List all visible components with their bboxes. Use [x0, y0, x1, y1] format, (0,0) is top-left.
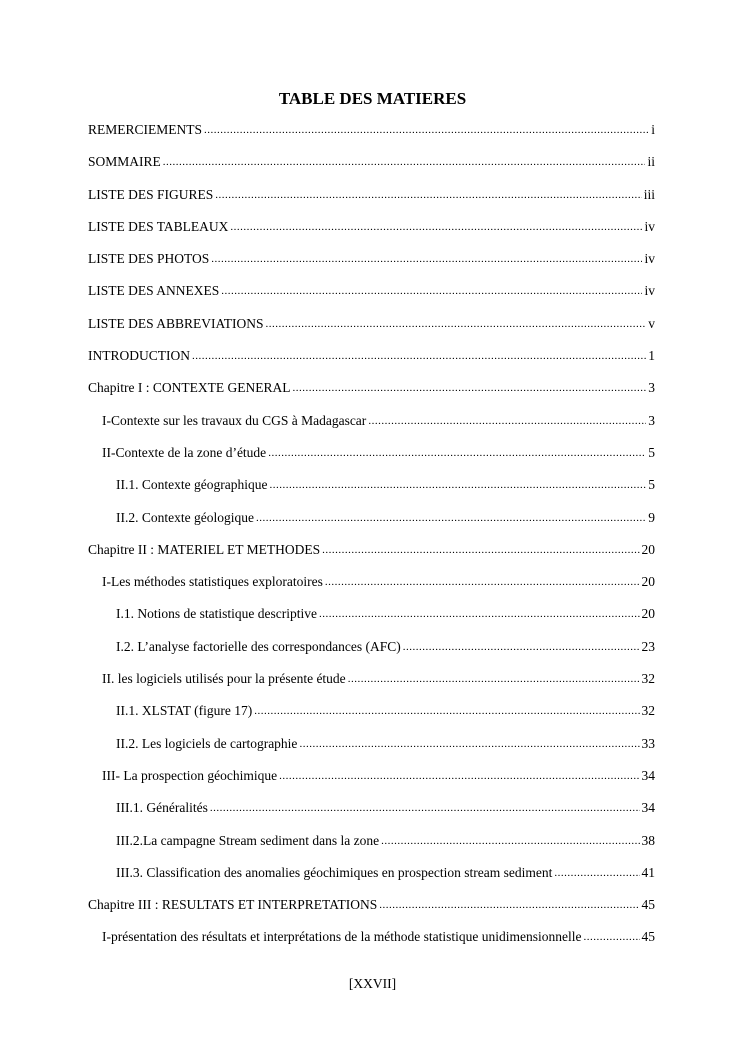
dot-leader	[279, 766, 639, 786]
toc-entry-page-number: 32	[641, 703, 655, 719]
table-of-contents	[88, 120, 655, 960]
toc-entry-label: I-Contexte sur les travaux du CGS à Madagascar	[102, 412, 367, 428]
toc-entry-label: I-présentation des résultats et interprétations de la méthode statistique unidimensionnelle	[102, 929, 582, 945]
toc-entry-page-number: iv	[644, 251, 655, 267]
toc-entry-label: Chapitre I : CONTEXTE GENERAL	[88, 380, 291, 396]
toc-entry[interactable]	[88, 508, 655, 540]
toc-entry[interactable]	[88, 798, 655, 830]
toc-entry-page-number: i	[651, 122, 655, 137]
toc-entry-label: II.2. Les logiciels de cartographie	[116, 735, 298, 751]
toc-entry[interactable]	[88, 831, 655, 863]
toc-entry-label: Chapitre II : MATERIEL ET METHODES	[88, 541, 321, 557]
dot-leader	[348, 669, 640, 689]
toc-entry[interactable]	[88, 895, 655, 927]
dot-leader	[403, 637, 640, 657]
toc-entry[interactable]	[88, 120, 655, 152]
dot-leader	[554, 863, 639, 883]
dot-leader	[254, 701, 639, 721]
dot-leader	[204, 120, 649, 140]
toc-entry-label: LISTE DES FIGURES	[88, 186, 214, 202]
toc-entry-page-number: 5	[648, 444, 655, 460]
dot-leader	[292, 378, 646, 398]
toc-entry-page-number: iii	[643, 186, 655, 202]
toc-entry[interactable]	[88, 346, 655, 378]
toc-entry-label: II.1. Contexte géographique	[116, 477, 268, 493]
toc-entry-label: III.3. Classification des anomalies géochimiques en prospection stream sediment	[116, 864, 553, 880]
toc-entry-label: I-Les méthodes statistiques exploratoires	[102, 574, 323, 590]
toc-entry-label: III- La prospection géochimique	[102, 767, 278, 783]
toc-entry-label: II.1. XLSTAT (figure 17)	[116, 703, 253, 719]
dot-leader	[368, 411, 646, 431]
toc-entry[interactable]	[88, 443, 655, 475]
toc-entry-label: LISTE DES ANNEXES	[88, 283, 220, 299]
toc-entry-label: Chapitre III : RESULTATS ET INTERPRETATIONS	[88, 897, 378, 913]
toc-entry[interactable]	[88, 185, 655, 217]
dot-leader	[230, 217, 642, 237]
dot-leader	[322, 540, 639, 560]
toc-entry-page-number: iv	[644, 283, 655, 299]
toc-entry-label: II-Contexte de la zone d’étude	[102, 444, 267, 460]
toc-entry-page-number: iv	[644, 218, 655, 234]
toc-entry-page-number: 32	[641, 671, 655, 687]
toc-entry[interactable]	[88, 152, 655, 184]
toc-entry[interactable]	[88, 411, 655, 443]
toc-entry-page-number: 38	[641, 832, 655, 848]
toc-entry-page-number: ii	[647, 154, 655, 170]
dot-leader	[325, 572, 640, 592]
dot-leader	[379, 895, 639, 915]
toc-entry-page-number: 1	[648, 348, 655, 364]
toc-entry-label: SOMMAIRE	[88, 154, 161, 170]
toc-entry-label: I.2. L’analyse factorielle des correspondances (AFC)	[116, 638, 401, 654]
toc-entry-label: II. les logiciels utilisés pour la présente étude	[102, 671, 346, 687]
toc-entry-page-number: 23	[641, 638, 655, 654]
dot-leader	[163, 152, 646, 172]
toc-entry-page-number: 5	[648, 477, 655, 493]
toc-entry-label: LISTE DES PHOTOS	[88, 251, 210, 267]
toc-entry[interactable]	[88, 734, 655, 766]
toc-entry[interactable]	[88, 281, 655, 313]
dot-leader	[221, 281, 642, 301]
toc-entry-page-number: 41	[641, 864, 655, 880]
dot-leader	[584, 927, 640, 947]
dot-leader	[268, 443, 646, 463]
toc-entry[interactable]	[88, 766, 655, 798]
toc-entry-page-number: v	[648, 315, 655, 331]
toc-entry-page-number: 20	[641, 541, 655, 557]
toc-entry[interactable]	[88, 927, 655, 959]
toc-entry-label: II.2. Contexte géologique	[116, 509, 254, 525]
toc-entry-label: INTRODUCTION	[88, 348, 190, 364]
dot-leader	[269, 475, 646, 495]
toc-entry[interactable]	[88, 669, 655, 701]
toc-entry-page-number: 34	[641, 800, 655, 816]
toc-entry-label: III.2.La campagne Stream sediment dans la zone	[116, 832, 380, 848]
toc-entry-label: I.1. Notions de statistique descriptive	[116, 606, 317, 622]
toc-entry[interactable]	[88, 604, 655, 636]
dot-leader	[211, 249, 642, 269]
toc-entry[interactable]	[88, 378, 655, 410]
dot-leader	[210, 798, 640, 818]
toc-entry-page-number: 45	[641, 897, 655, 913]
toc-entry[interactable]	[88, 249, 655, 281]
page-number-footer: [XXVII]	[348, 976, 397, 991]
toc-entry-page-number: 34	[641, 767, 655, 783]
dot-leader	[215, 185, 641, 205]
dot-leader	[192, 346, 646, 366]
dot-leader	[381, 831, 639, 851]
dot-leader	[319, 604, 640, 624]
toc-entry-page-number: 20	[641, 574, 655, 590]
dot-leader	[266, 314, 647, 334]
page-title: TABLE DES MATIERES	[278, 89, 467, 108]
toc-entry-page-number: 45	[641, 929, 655, 945]
toc-entry[interactable]	[88, 863, 655, 895]
toc-entry-label: LISTE DES TABLEAUX	[88, 218, 229, 234]
toc-entry[interactable]	[88, 217, 655, 249]
toc-entry[interactable]	[88, 540, 655, 572]
toc-entry-label: REMERCIEMENTS	[88, 122, 203, 137]
toc-entry[interactable]	[88, 637, 655, 669]
toc-entry-page-number: 9	[648, 509, 655, 525]
dot-leader	[256, 508, 646, 528]
toc-entry-page-number: 3	[648, 412, 655, 428]
toc-entry-label: III.1. Généralités	[116, 800, 208, 816]
toc-entry[interactable]	[88, 314, 655, 346]
dot-leader	[299, 734, 639, 754]
toc-entry[interactable]	[88, 701, 655, 733]
toc-entry[interactable]	[88, 475, 655, 507]
toc-entry-label: LISTE DES ABBREVIATIONS	[88, 315, 264, 331]
toc-entry-page-number: 3	[648, 380, 655, 396]
toc-entry-page-number: 20	[641, 606, 655, 622]
toc-entry[interactable]	[88, 572, 655, 604]
toc-entry-page-number: 33	[641, 735, 655, 751]
